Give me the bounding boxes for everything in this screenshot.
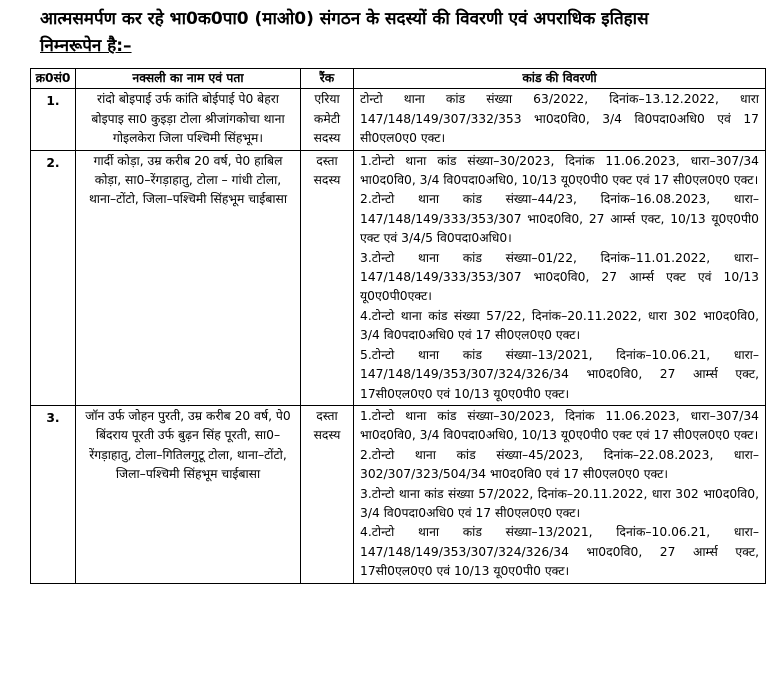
case-entry: 2.टोन्टो थाना कांड संख्या–44/23, दिनांक–16.08.2023, धारा–147/148/149/333/353/307 भा0द0वि0, 27 आर्म्स एक्ट, 10/13 यू0ए0पी0 एक्ट एवं 3/4/5 वि0पदा0अधि0।	[360, 192, 759, 246]
heading-line-1: आत्मसमर्पण कर रहे भा0क0पा0 (माओ0) संगठन के सदस्यों की विवरणी एवं अपराधिक इतिहास	[40, 9, 649, 29]
case-entry: टोन्टो थाना कांड संख्या 63/2022, दिनांक–13.12.2022, धारा 147/148/149/307/332/353 भा0द0वि0, 3/4 वि0पदा0अधि0 एवं 17 सी0एल0ए0 एक्ट।	[360, 92, 759, 146]
case-entry: 1.टोन्टो थाना कांड संख्या–30/2023, दिनांक 11.06.2023, धारा–307/34 भा0द0वि0, 3/4 वि0पदा0अधि0, 10/13 यू0ए0पी0 एक्ट एवं 17 सी0एल0ए0 एक्ट।	[360, 408, 759, 443]
header-serial-no: क्र0सं0	[31, 69, 76, 89]
case-entry: 5.टोन्टो थाना कांड संख्या–13/2021, दिनांक–10.06.21, धारा–147/148/149/353/307/324/326/34 भा0द0वि0, 27 आर्म्स एक्ट, 17सी0एल0ए0 एवं 10/13 यू0ए0पी0 एक्ट।	[360, 347, 759, 401]
header-case-details: कांड की विवरणी	[354, 69, 766, 89]
row-case-details	[354, 150, 766, 405]
header-name-address: नक्सली का नाम एवं पता	[76, 69, 301, 89]
header-rank: रैंक	[301, 69, 354, 89]
case-entry: 1.टोन्टो थाना कांड संख्या–30/2023, दिनांक 11.06.2023, धारा–307/34 भा0द0वि0, 3/4 वि0पदा0अधि0, 10/13 यू0ए0पी0 एक्ट एवं 17 सी0एल0ए0 एक्ट।	[360, 153, 759, 188]
row-serial-no: 2.	[31, 150, 76, 405]
row-name-address: जॉन उर्फ जोहन पुरती, उम्र करीब 20 वर्ष, पे0 बिंदराय पूरती उर्फ बुढ़न सिंह पूरती, सा0–रेंगड़ाहातु, टोला–गितिलगुटू टोला, थाना–टोंटो, जिला–पश्चिमी सिंहभूम चाईबासा	[76, 405, 301, 583]
case-entry: 4.टोन्टो थाना कांड संख्या 57/22, दिनांक–20.11.2022, धारा 302 भा0द0वि0, 3/4 वि0पदा0अधि0 एवं 17 सी0एल0ए0 एक्ट।	[360, 308, 759, 343]
row-case-details	[354, 405, 766, 583]
row-name-address: रांदो बोइपाई उर्फ कांति बोईपाई पे0 बेहरा बोइपाइ सा0 कुइड़ा टोला श्रीजांगकोचा थाना गोइलकेरा जिला पश्चिमी सिंहभूम।	[76, 89, 301, 150]
row-serial-no: 1.	[31, 89, 76, 150]
row-rank: दस्ता सदस्य	[301, 150, 354, 405]
row-rank: दस्ता सदस्य	[301, 405, 354, 583]
case-entry: 2.टोन्टो थाना कांड संख्या–45/2023, दिनांक–22.08.2023, धारा–302/307/323/504/34 भा0द0वि0 एवं 17 सी0एल0ए0 एक्ट।	[360, 447, 759, 482]
table-header-row	[31, 69, 766, 89]
case-entry: 3.टोन्टो थाना कांड संख्या 57/2022, दिनांक–20.11.2022, धारा 302 भा0द0वि0, 3/4 वि0पदा0अधि0 एवं 17 सी0एल0ए0 एक्ट।	[360, 486, 759, 520]
row-serial-no: 3.	[31, 405, 76, 583]
row-rank: एरिया कमेटी सदस्य	[301, 89, 354, 150]
table-row	[31, 89, 766, 150]
table-row	[31, 150, 766, 405]
case-entry: 3.टोन्टो थाना कांड संख्या–01/22, दिनांक–11.01.2022, धारा–147/148/149/333/353/307 भा0द0वि0, 27 आर्म्स एक्ट एवं 10/13 यू0ए0पी0एक्ट।	[360, 250, 759, 304]
row-name-address: गार्दी कोड़ा, उम्र करीब 20 वर्ष, पे0 हाबिल कोड़ा, सा0–रेंगड़ाहातु, टोला – गांधी टोला, थाना–टोंटो, जिला–पश्चिमी सिंहभूम चाईबासा	[76, 150, 301, 405]
row-case-details	[354, 89, 766, 150]
table-row	[31, 405, 766, 583]
heading-line-2: निम्नरूपेन है:–	[40, 36, 132, 56]
case-entry: 4.टोन्टो थाना कांड संख्या–13/2021, दिनांक–10.06.21, धारा–147/148/149/353/307/324/326/34 भा0द0वि0, 27 आर्म्स एक्ट, 17सी0एल0ए0 एवं 10/13 यू0ए0पी0 एक्ट।	[360, 525, 759, 579]
document-heading	[40, 6, 770, 60]
surrender-members-table	[30, 68, 766, 584]
